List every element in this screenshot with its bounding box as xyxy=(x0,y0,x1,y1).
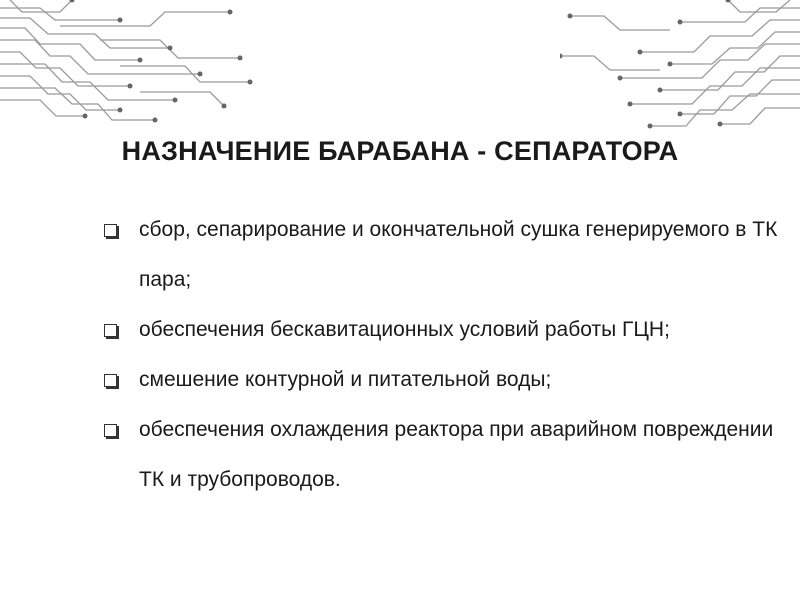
circuit-decoration-left xyxy=(0,0,260,140)
bullet-text: сбор, сепарирование и окончательной сушка генерируемого в ТК пара; xyxy=(139,218,778,291)
checkbox-bullet-icon xyxy=(104,424,117,437)
slide-title: НАЗНАЧЕНИЕ БАРАБАНА - СЕПАРАТОРА xyxy=(121,136,679,166)
list-item xyxy=(104,205,784,305)
bullet-text: обеспечения бескавитационных условий работы ГЦН; xyxy=(139,318,670,341)
list-item xyxy=(104,305,784,355)
list-item xyxy=(104,405,784,505)
bullet-list xyxy=(104,205,784,505)
bullet-text: обеспечения охлаждения реактора при аварийном повреждении ТК и трубопроводов. xyxy=(139,418,774,491)
checkbox-bullet-icon xyxy=(104,374,117,387)
checkbox-bullet-icon xyxy=(104,224,117,237)
circuit-decoration-right xyxy=(560,0,800,140)
bullet-text: смешение контурной и питательной воды; xyxy=(139,368,552,391)
checkbox-bullet-icon xyxy=(104,324,117,337)
list-item xyxy=(104,355,784,405)
